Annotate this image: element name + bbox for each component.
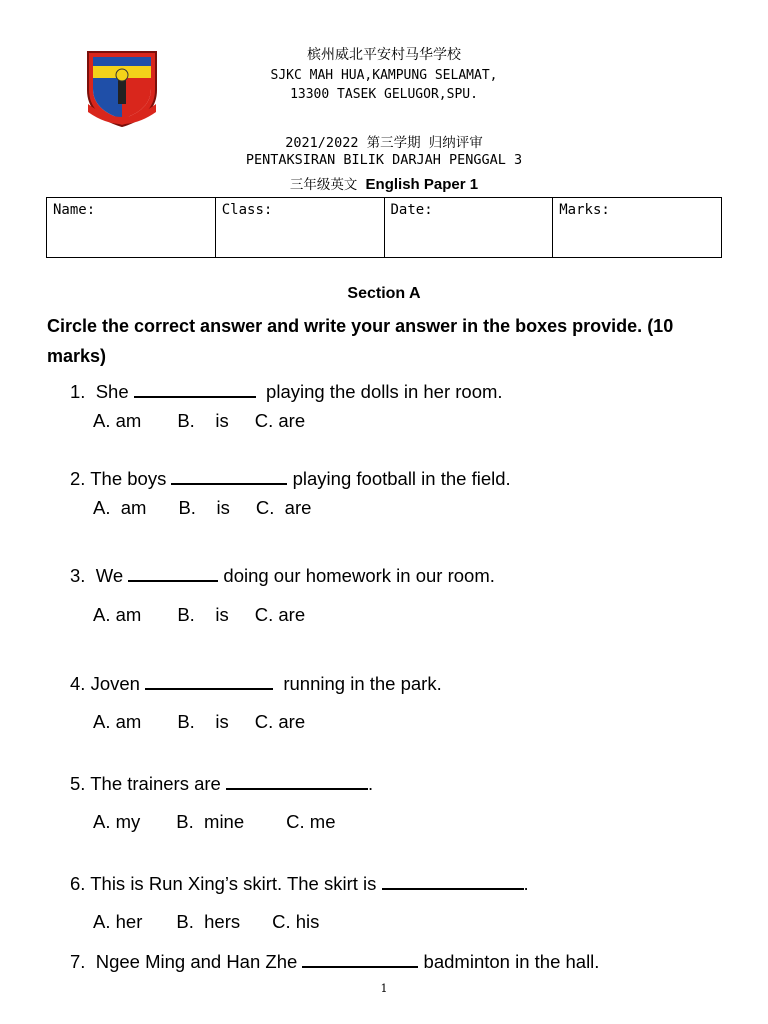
- question-4-options: [93, 711, 305, 733]
- question-6-text-after: .: [523, 873, 529, 894]
- question-7: [70, 950, 599, 973]
- school-name-line2: 13300 TASEK GELUGOR,SPU.: [290, 87, 478, 102]
- question-2-options: [93, 497, 311, 519]
- question-4-text-before: 4. Joven: [70, 673, 146, 694]
- exam-subject-chinese: 三年级英文: [289, 177, 358, 193]
- question-4: [70, 672, 442, 695]
- option-c[interactable]: C. are: [254, 410, 306, 431]
- answer-blank-7[interactable]: [302, 950, 418, 968]
- question-3-text-after: doing our homework in our room.: [218, 565, 495, 586]
- option-b[interactable]: B. is: [177, 711, 229, 732]
- option-b[interactable]: B. mine: [176, 811, 245, 832]
- option-a[interactable]: A. am: [93, 711, 142, 732]
- question-1-text-before: 1. She: [70, 381, 134, 402]
- school-name-line1: SJKC MAH HUA,KAMPUNG SELAMAT,: [270, 68, 498, 83]
- answer-blank-2[interactable]: [171, 467, 287, 485]
- answer-blank-1[interactable]: [134, 380, 256, 398]
- option-a[interactable]: A. am: [93, 410, 142, 431]
- class-cell[interactable]: Class:: [215, 198, 384, 258]
- question-7-text-before: 7. Ngee Ming and Han Zhe: [70, 951, 303, 972]
- page-number: 1: [380, 982, 388, 995]
- question-4-text-after: running in the park.: [273, 673, 442, 694]
- question-2-text-before: 2. The boys: [70, 468, 172, 489]
- question-7-text-after: badminton in the hall.: [418, 951, 600, 972]
- answer-blank-6[interactable]: [382, 872, 524, 890]
- name-cell[interactable]: Name:: [47, 198, 216, 258]
- question-3-text-before: 3. We: [70, 565, 129, 586]
- question-5: [70, 772, 373, 795]
- question-3: [70, 564, 495, 587]
- question-5-text-after: .: [367, 773, 374, 794]
- exam-subject-english: English Paper 1: [365, 176, 479, 193]
- question-3-options: [93, 604, 305, 626]
- option-a[interactable]: A. am: [93, 604, 142, 625]
- answer-blank-5[interactable]: [226, 772, 368, 790]
- question-5-options: [93, 811, 335, 833]
- option-b[interactable]: B. is: [178, 497, 230, 518]
- option-b[interactable]: B. is: [177, 410, 229, 431]
- question-1: [70, 380, 503, 403]
- instructions: Circle the correct answer and write your answer in the boxes provide. (10 marks): [47, 316, 674, 366]
- option-c[interactable]: C. his: [272, 911, 320, 932]
- question-2: [70, 467, 511, 490]
- question-2-text-after: playing football in the field.: [287, 468, 511, 489]
- question-6: [70, 872, 529, 895]
- option-c[interactable]: C. are: [254, 604, 306, 625]
- school-name-chinese: 槟州威北平安村马华学校: [307, 47, 461, 63]
- answer-blank-3[interactable]: [128, 564, 218, 582]
- option-a[interactable]: A. am: [93, 497, 147, 518]
- marks-cell[interactable]: Marks:: [553, 198, 722, 258]
- option-a[interactable]: A. her: [93, 911, 143, 932]
- exam-line2: PENTAKSIRAN BILIK DARJAH PENGGAL 3: [245, 152, 523, 168]
- date-cell[interactable]: Date:: [384, 198, 553, 258]
- question-5-text-before: 5. The trainers are: [70, 773, 226, 794]
- option-b[interactable]: B. is: [177, 604, 229, 625]
- section-title: Section A: [347, 285, 421, 302]
- question-6-options: [93, 911, 319, 933]
- option-c[interactable]: C. are: [255, 497, 312, 518]
- question-1-options: [93, 410, 305, 432]
- answer-blank-4[interactable]: [145, 672, 273, 690]
- option-c[interactable]: C. me: [286, 811, 336, 832]
- question-6-text-before: 6. This is Run Xing’s skirt. The skirt is: [70, 873, 382, 894]
- option-a[interactable]: A. my: [93, 811, 141, 832]
- exam-line1: 2021/2022 第三学期 归纳评审: [285, 135, 483, 151]
- exam-line3: [180, 173, 588, 193]
- student-info-table: [46, 197, 722, 258]
- school-logo: [84, 46, 160, 128]
- option-b[interactable]: B. hers: [176, 911, 241, 932]
- question-1-text-after: playing the dolls in her room.: [255, 381, 503, 402]
- option-c[interactable]: C. are: [254, 711, 306, 732]
